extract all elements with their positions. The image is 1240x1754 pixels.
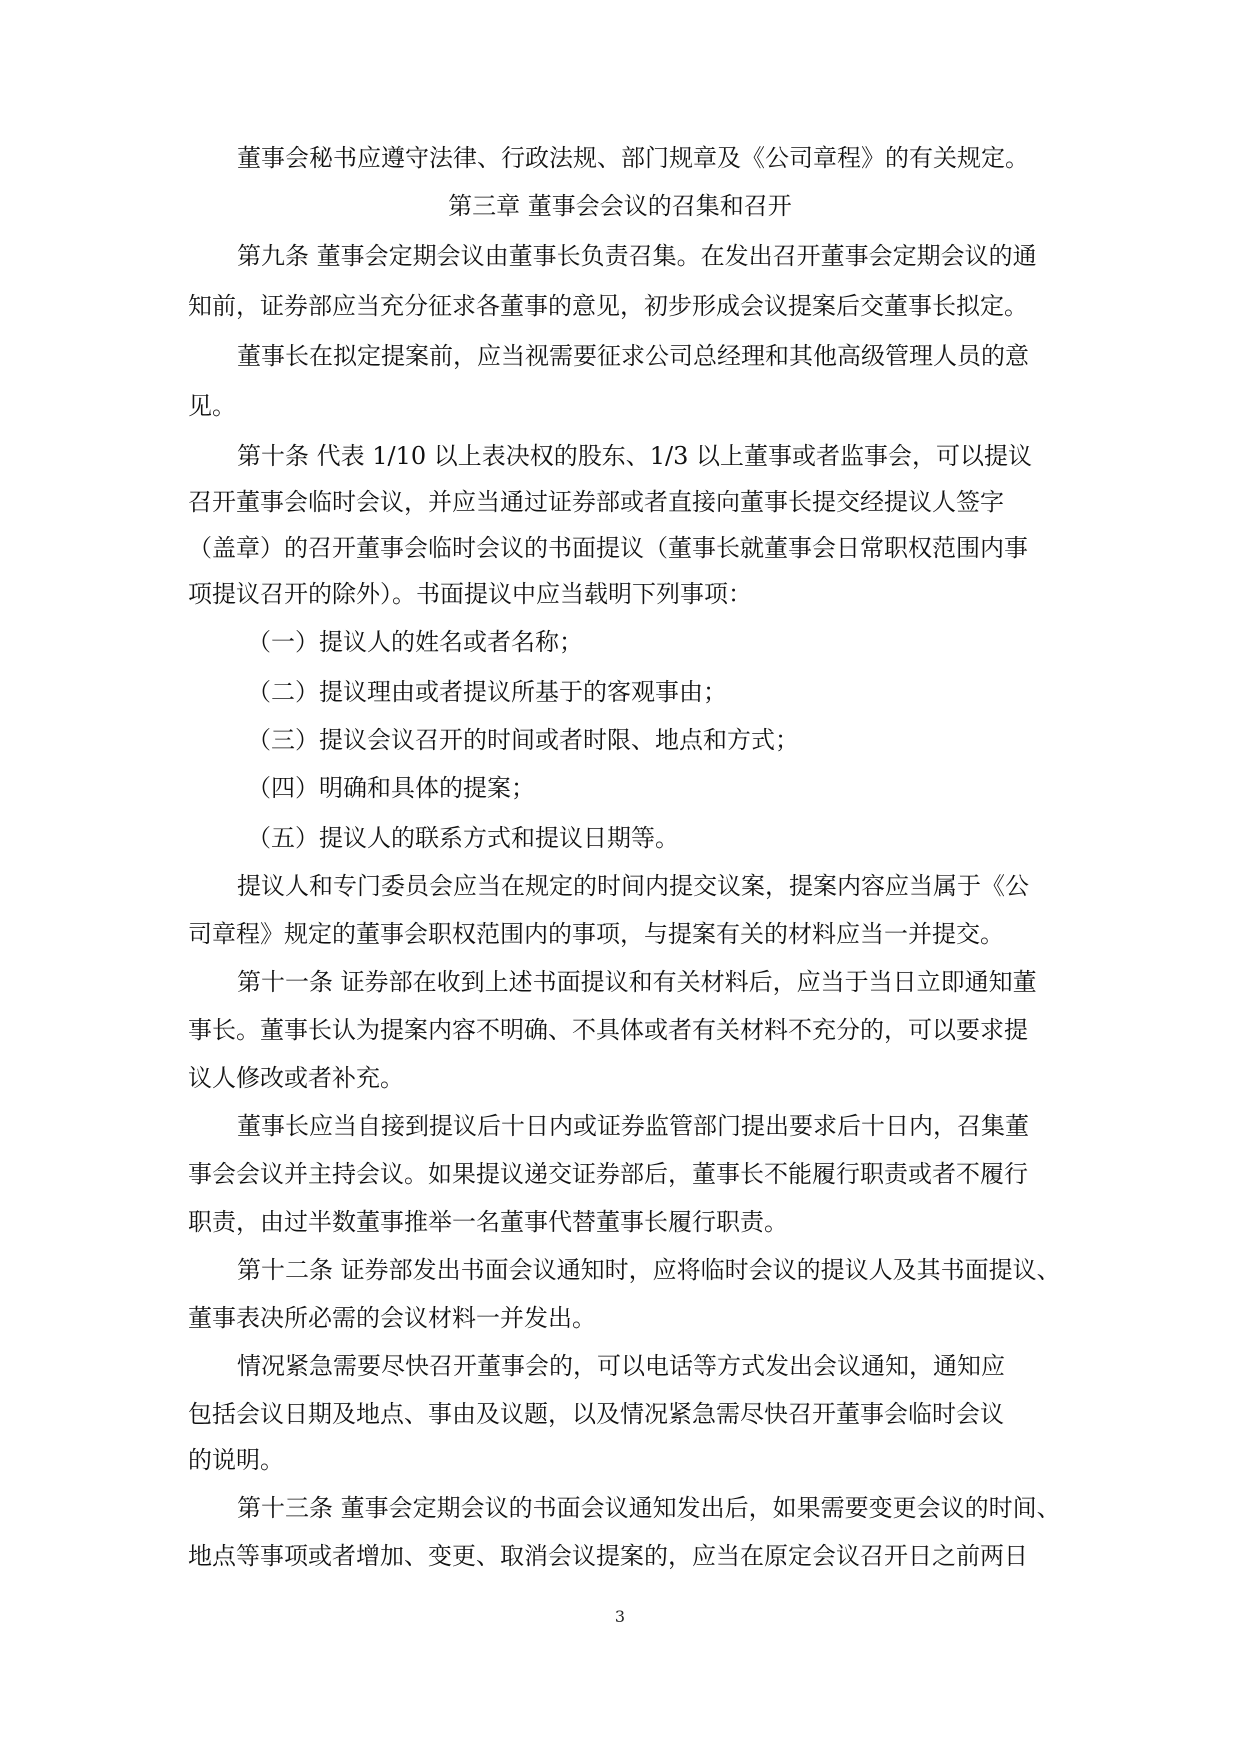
paragraph-line: 议人修改或者补充。 <box>188 1064 404 1092</box>
list-item <box>247 676 727 708</box>
paragraph-line: 董事表决所必需的会议材料一并发出。 <box>188 1304 596 1332</box>
paragraph-line: 包括会议日期及地点、事由及议题，以及情况紧急需尽快召开董事会临时会议 <box>188 1400 1004 1428</box>
paragraph-line: 事会会议并主持会议。如果提议递交证券部后，董事长不能履行职责或者不履行 <box>188 1160 1028 1188</box>
list-item-text: 提议人的姓名或者名称； <box>319 628 583 656</box>
list-item-number: （四） <box>247 774 319 802</box>
list-item-text: 提议理由或者提议所基于的客观事由； <box>319 678 727 706</box>
paragraph-line: （盖章）的召开董事会临时会议的书面提议（董事长就董事会日常职权范围内事 <box>188 534 1028 562</box>
paragraph-line: 召开董事会临时会议，并应当通过证券部或者直接向董事长提交经提议人签字 <box>188 488 1004 516</box>
paragraph-line: 第十三条 董事会定期会议的书面会议通知发出后，如果需要变更会议的时间、 <box>237 1494 1061 1522</box>
paragraph-line: 提议人和专门委员会应当在规定的时间内提交议案，提案内容应当属于《公 <box>237 872 1029 900</box>
list-item <box>247 822 679 854</box>
paragraph-line: 第九条 董事会定期会议由董事长负责召集。在发出召开董事会定期会议的通 <box>237 242 1037 270</box>
paragraph-line: 知前，证券部应当充分征求各董事的意见，初步形成会议提案后交董事长拟定。 <box>188 292 1028 320</box>
paragraph-line: 第十二条 证券部发出书面会议通知时，应将临时会议的提议人及其书面提议、 <box>237 1256 1061 1284</box>
paragraph-line: 地点等事项或者增加、变更、取消会议提案的，应当在原定会议召开日之前两日 <box>188 1542 1028 1570</box>
chapter-heading: 第三章 董事会会议的召集和召开 <box>448 192 792 220</box>
paragraph-line: 情况紧急需要尽快召开董事会的，可以电话等方式发出会议通知，通知应 <box>237 1352 1005 1380</box>
list-item-text: 提议人的联系方式和提议日期等。 <box>319 824 679 852</box>
paragraph-line: 事长。董事长认为提案内容不明确、不具体或者有关材料不充分的，可以要求提 <box>188 1016 1028 1044</box>
list-item-number: （一） <box>247 628 319 656</box>
list-item <box>247 772 535 804</box>
paragraph-line: 董事长应当自接到提议后十日内或证券监管部门提出要求后十日内，召集董 <box>237 1112 1029 1140</box>
page-number: 3 <box>614 1607 626 1626</box>
paragraph-line: 第十一条 证券部在收到上述书面提议和有关材料后，应当于当日立即通知董 <box>237 968 1037 996</box>
list-item <box>247 626 583 658</box>
paragraph-line: 董事长在拟定提案前，应当视需要征求公司总经理和其他高级管理人员的意 <box>237 342 1029 370</box>
list-item-number: （五） <box>247 824 319 852</box>
paragraph-line: 司章程》规定的董事会职权范围内的事项，与提案有关的材料应当一并提交。 <box>188 920 1004 948</box>
list-item-number: （二） <box>247 678 319 706</box>
paragraph-line: 见。 <box>188 392 236 420</box>
list-item-number: （三） <box>247 726 319 754</box>
paragraph-line: 的说明。 <box>188 1446 284 1474</box>
paragraph-line: 董事会秘书应遵守法律、行政法规、部门规章及《公司章程》的有关规定。 <box>237 144 1029 172</box>
list-item-text: 提议会议召开的时间或者时限、地点和方式； <box>319 726 799 754</box>
paragraph-line: 项提议召开的除外）。书面提议中应当载明下列事项： <box>188 580 752 608</box>
list-item <box>247 724 799 756</box>
paragraph-line: 职责，由过半数董事推举一名董事代替董事长履行职责。 <box>188 1208 788 1236</box>
paragraph-line: 第十条 代表 1/10 以上表决权的股东、1/3 以上董事或者监事会，可以提议 <box>237 442 1033 470</box>
list-item-text: 明确和具体的提案； <box>319 774 535 802</box>
